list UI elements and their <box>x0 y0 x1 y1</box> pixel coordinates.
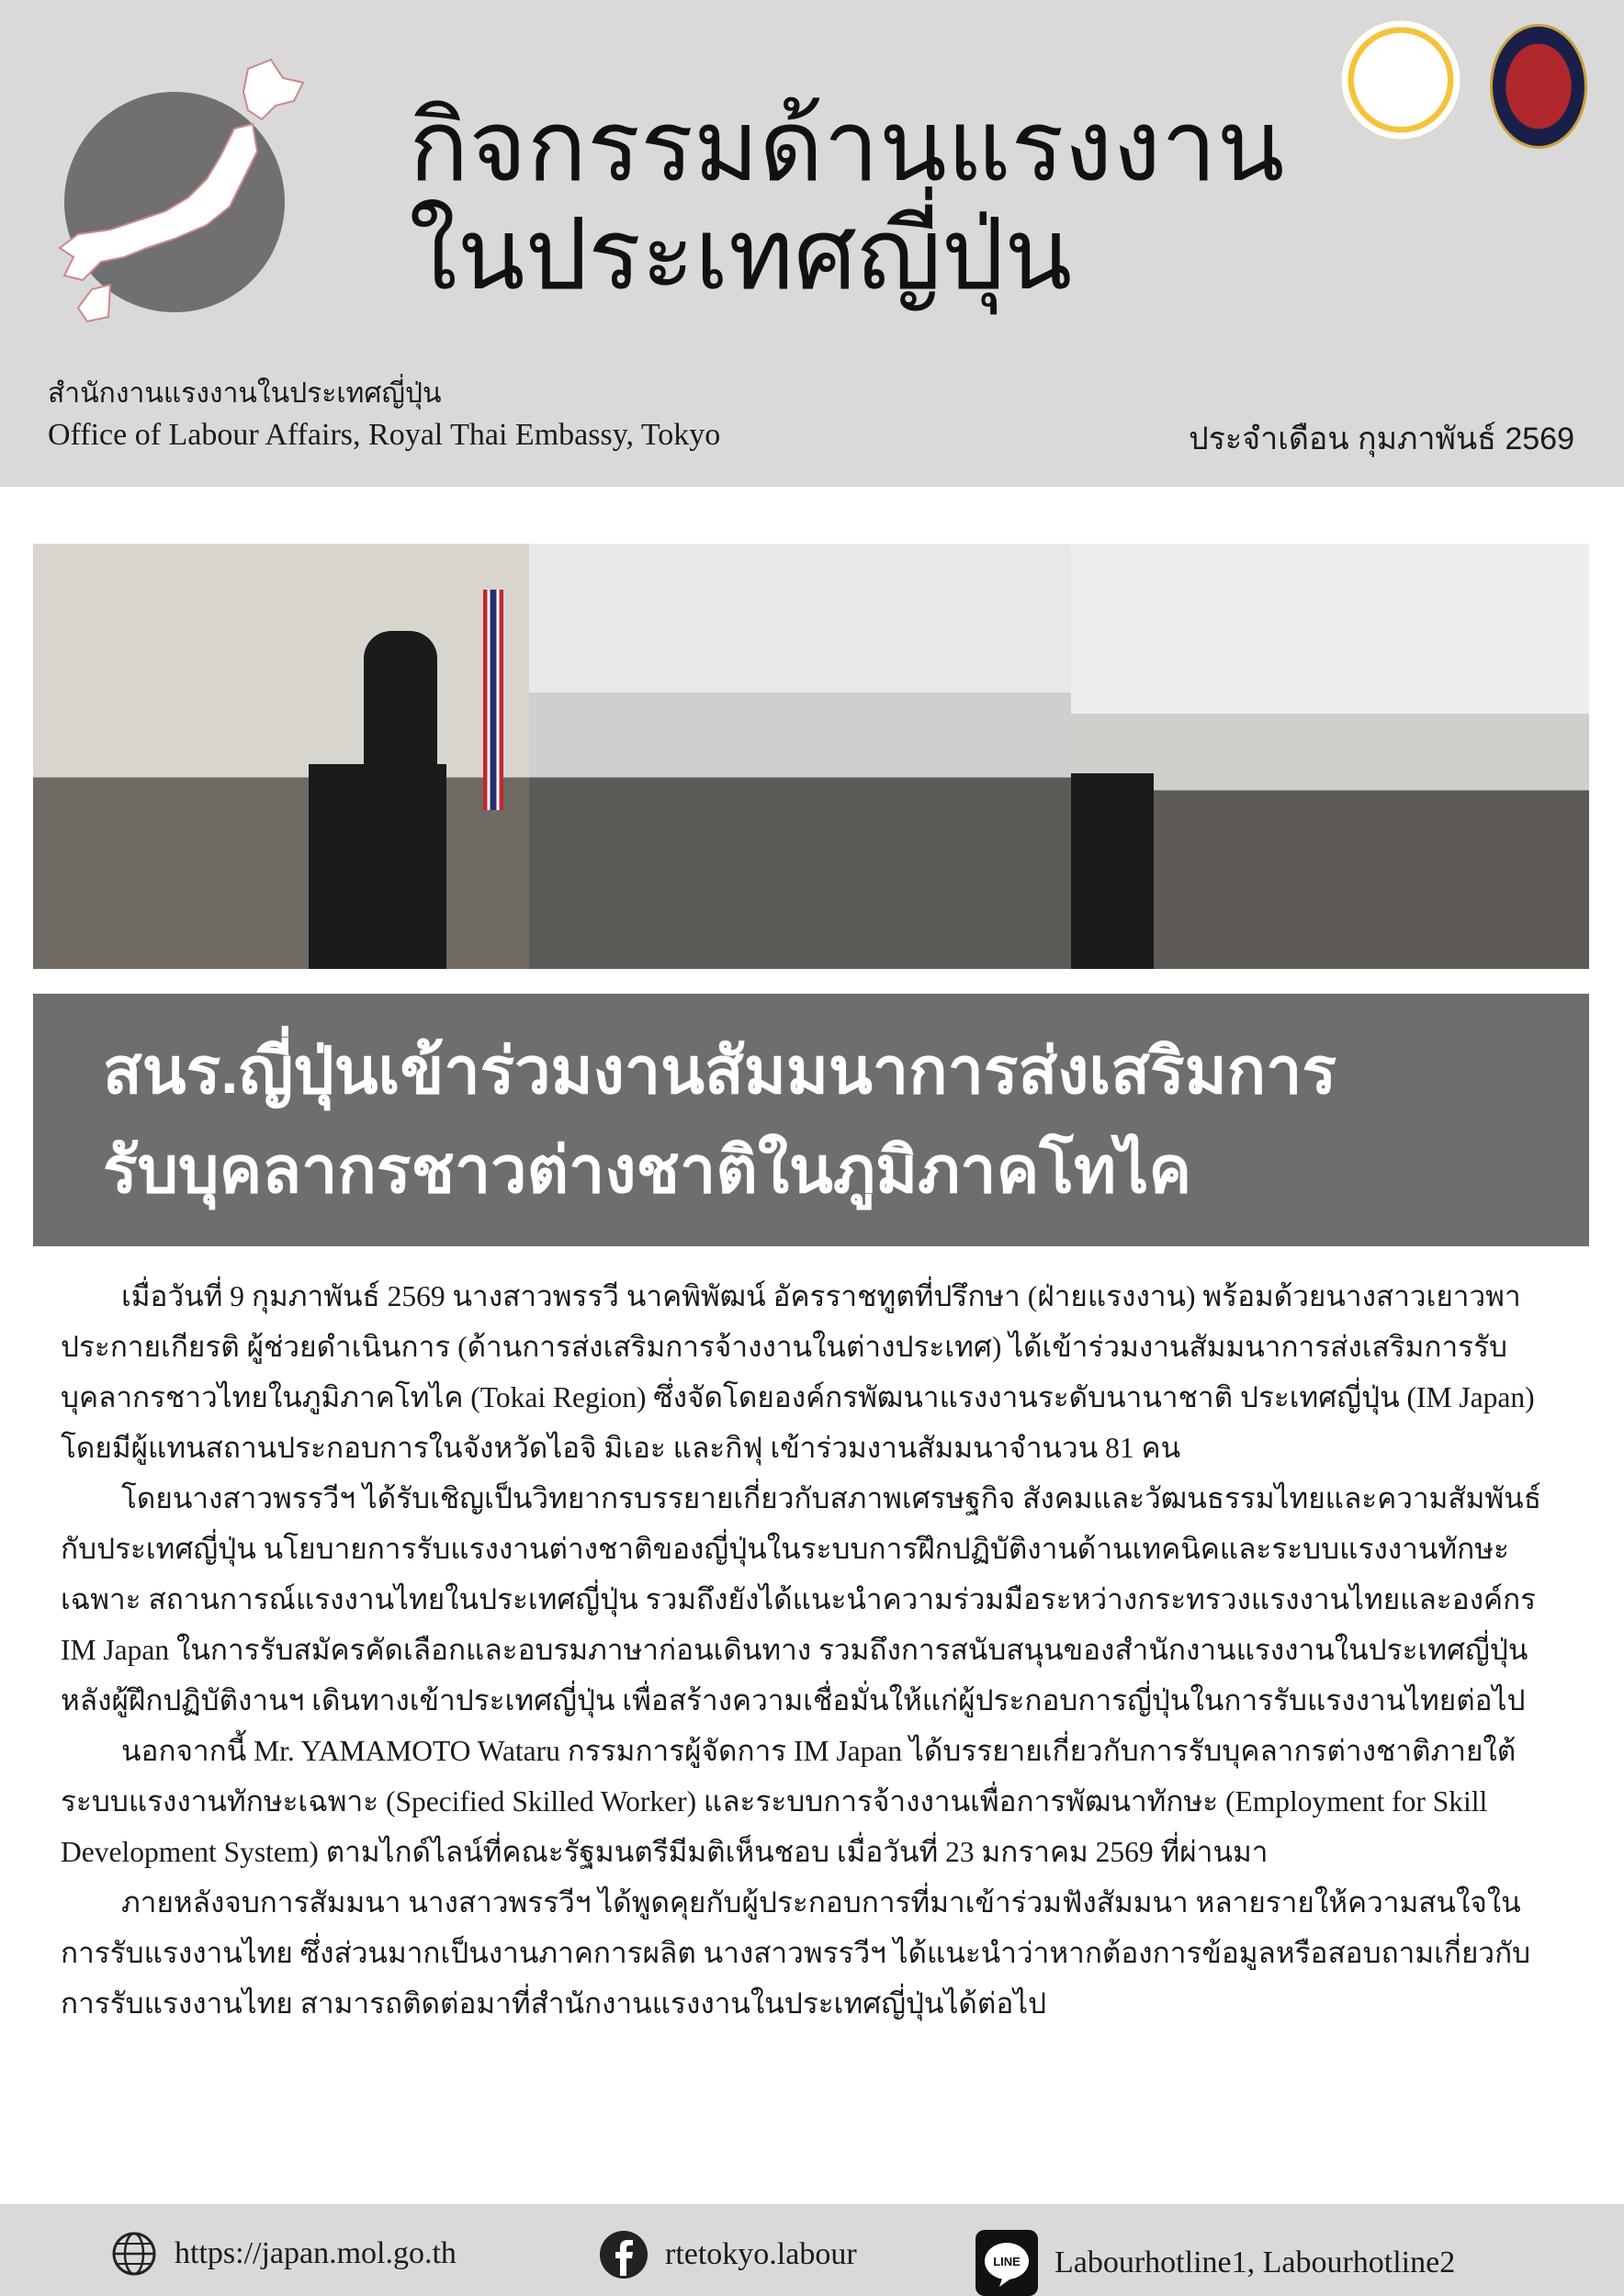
ministry-of-labour-seal <box>1341 20 1460 140</box>
facebook-icon <box>599 2230 648 2279</box>
globe-icon <box>110 2230 158 2278</box>
footer <box>0 2204 1624 2296</box>
website-url: https://japan.mol.go.th <box>175 2236 457 2270</box>
headline-line-2: รับบุคลากรชาวต่างชาติในภูมิภาคโทไค <box>103 1134 1192 1206</box>
title-line-1: กิจกรรมด้านแรงงาน <box>409 90 1285 201</box>
facebook-link[interactable] <box>599 2230 857 2279</box>
photo-speaker-audience <box>1071 544 1589 969</box>
japan-map-icon <box>37 51 321 326</box>
header <box>0 0 1624 487</box>
svg-text:LINE: LINE <box>993 2255 1021 2268</box>
photo-speaker-panel <box>33 544 529 969</box>
page-title <box>409 92 1284 309</box>
paragraph: ภายหลังจบการสัมมนา นางสาวพรรวีฯ ได้พูดคุยกับผู้ประกอบการที่มาเข้าร่วมฟังสัมมนา หลายรายให้ความสนใจในการรับแรงงานไทย ซึ่งส่วนมากเป็นงานภาคการผลิต นางสาวพรรวีฯ ได้แนะนำว่าหากต้องการข้อมูลหรือสอบถามเกี่ยวกับการรับแรงงานไทย สามารถติดต่อมาที่สำนักงานแรงงานในประเทศญี่ปุ่นได้ต่อไป <box>61 1886 1531 2020</box>
line-app-icon <box>976 2230 1038 2296</box>
facebook-handle: rtetokyo.labour <box>665 2237 857 2271</box>
issue-date: ประจำเดือน กุมภาพันธ์ 2569 <box>1189 422 1574 456</box>
title-line-2: ในประเทศญี่ปุ่น <box>409 198 1073 310</box>
paragraph: นอกจากนี้ Mr. YAMAMOTO Wataru กรรมการผู้จัดการ IM Japan ได้บรรยายเกี่ยวกับการรับบุคลากรต่างชาติภายใต้ระบบแรงงานทักษะเฉพาะ (Specified Skilled Worker) และระบบการจ้างงานเพื่อการพัฒนาทักษะ (Employment for Skill Development System) ตามไกด์ไลน์ที่คณะรัฐมนตรีมีมติเห็นชอบ เมื่อวันที่ 23 มกราคม 2569 ที่ผ่านมา <box>61 1735 1517 1868</box>
paragraph: เมื่อวันที่ 9 กุมภาพันธ์ 2569 นางสาวพรรวี นาคพิพัฒน์ อัครราชทูตที่ปรึกษา (ฝ่ายแรงงาน) พร้อมด้วยนางสาวเยาวพา ประกายเกียรติ ผู้ช่วยดำเนินการ (ด้านการส่งเสริมการจ้างงานในต่างประเทศ) ได้เข้าร่วมงานสัมมนาการส่งเสริมการรับบุคลากรชาวไทยในภูมิภาคโทไค (Tokai Region) ซึ่งจัดโดยองค์กรพัฒนาแรงงานระดับนานาชาติ ประเทศญี่ปุ่น (IM Japan) โดยมีผู้แทนสถานประกอบการในจังหวัดไอจิ มิเอะ และกิฟุ เข้าร่วมงานสัมมนาจำนวน 81 คน <box>61 1280 1535 1464</box>
royal-thai-embassy-seal <box>1490 24 1587 149</box>
headline <box>103 1021 1336 1220</box>
line-ids: Labourhotline1, Labourhotline2 <box>1054 2245 1456 2279</box>
website-link[interactable] <box>110 2230 457 2278</box>
headline-banner <box>33 994 1589 1246</box>
photo-collage <box>33 544 1589 969</box>
office-name-english: Office of Labour Affairs, Royal Thai Embassy, Tokyo <box>48 418 721 452</box>
headline-line-1: สนร.ญี่ปุ่นเข้าร่วมงานสัมมนาการส่งเสริมการ <box>103 1035 1337 1107</box>
line-link[interactable] <box>976 2230 1455 2296</box>
article-body <box>61 1271 1567 2029</box>
office-name-thai: สำนักงานแรงงานในประเทศญี่ปุ่น <box>48 378 442 409</box>
photo-seminar-audience <box>529 544 1071 969</box>
paragraph: โดยนางสาวพรรวีฯ ได้รับเชิญเป็นวิทยากรบรรยายเกี่ยวกับสภาพเศรษฐกิจ สังคมและวัฒนธรรมไทยและความสัมพันธ์กับประเทศญี่ปุ่น นโยบายการรับแรงงานต่างชาติของญี่ปุ่นในระบบการฝึกปฏิบัติงานด้านเทคนิคและระบบแรงงานทักษะเฉพาะ สถานการณ์แรงงานไทยในประเทศญี่ปุ่น รวมถึงยังได้แนะนำความร่วมมือระหว่างกระทรวงแรงงานไทยและองค์กร IM Japan ในการรับสมัครคัดเลือกและอบรมภาษาก่อนเดินทาง รวมถึงการสนับสนุนของสำนักงานแรงงานในประเทศญี่ปุ่นหลังผู้ฝึกปฏิบัติงานฯ เดินทางเข้าประเทศญี่ปุ่น เพื่อสร้างความเชื่อมั่นให้แก่ผู้ประกอบการญี่ปุ่นในการรับแรงงานไทยต่อไป <box>61 1482 1541 1716</box>
